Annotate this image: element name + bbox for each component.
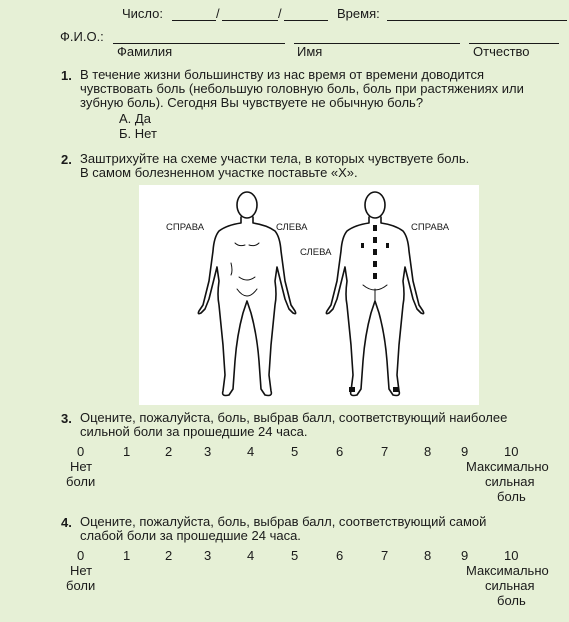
q1-line: чувствовать боль (небольшую головную боль, боль при растяжениях или — [80, 81, 524, 96]
q3-scale-7[interactable]: 7 — [381, 444, 389, 459]
q4-scale-0[interactable]: 0 — [77, 548, 85, 563]
q4-scale-3[interactable]: 3 — [204, 548, 212, 563]
surname-label: Фамилия — [117, 44, 173, 59]
body-diagram[interactable] — [139, 185, 479, 405]
q4-no-pain-label: Нет — [70, 563, 93, 578]
q3-scale-2[interactable]: 2 — [165, 444, 173, 459]
time-label: Время: — [337, 6, 380, 21]
q3-number: 3. — [61, 411, 72, 426]
q4-scale-6[interactable]: 6 — [336, 548, 344, 563]
q3-max-pain-label: боль — [497, 489, 526, 504]
q4-scale-7[interactable]: 7 — [381, 548, 389, 563]
q1-number: 1. — [61, 68, 72, 83]
q2-line: В самом болезненном участке поставьте «Х». — [80, 165, 358, 180]
fio-label: Ф.И.О.: — [60, 29, 104, 44]
q3-scale-10[interactable]: 10 — [504, 444, 519, 459]
q4-max-pain-label: Максимально — [466, 563, 549, 578]
patronymic-label: Отчество — [473, 44, 530, 59]
q4-text — [80, 515, 486, 543]
q1-text — [80, 68, 524, 110]
back-body-figure — [326, 192, 423, 396]
q3-scale-4[interactable]: 4 — [247, 444, 255, 459]
name-label: Имя — [297, 44, 323, 59]
q4-line: слабой боли за прошедшие 24 часа. — [80, 528, 301, 543]
date-day-field[interactable] — [172, 20, 216, 21]
q3-no-pain-label: боли — [66, 474, 96, 489]
q4-scale-9[interactable]: 9 — [461, 548, 469, 563]
q3-scale-5[interactable]: 5 — [291, 444, 299, 459]
q3-scale-6[interactable]: 6 — [336, 444, 344, 459]
q3-scale-9[interactable]: 9 — [461, 444, 469, 459]
back-left-label: СЛЕВА — [300, 247, 332, 258]
q1-line: В течение жизни большинству из нас время от времени доводится — [80, 67, 485, 82]
q1-option-yes[interactable]: А. Да — [119, 111, 151, 126]
q4-no-pain-label: боли — [66, 578, 96, 593]
q4-max-pain-label: сильная — [485, 578, 535, 593]
q3-text — [80, 411, 507, 439]
q2-line: Заштрихуйте на схеме участки тела, в которых чувствуете боль. — [80, 151, 470, 166]
q3-scale-3[interactable]: 3 — [204, 444, 212, 459]
date-separator-2: / — [278, 6, 282, 21]
q4-scale-1[interactable]: 1 — [123, 548, 131, 563]
q3-max-pain-label: Максимально — [466, 459, 549, 474]
front-right-label: СПРАВА — [166, 222, 205, 233]
q1-line: зубную боль). Сегодня Вы чувствуете не обычную боль? — [80, 95, 424, 110]
q3-scale-1[interactable]: 1 — [123, 444, 131, 459]
q3-line: Оцените, пожалуйста, боль, выбрав балл, соответствующий наиболее — [80, 410, 508, 425]
q4-scale-10[interactable]: 10 — [504, 548, 519, 563]
q3-no-pain-label: Нет — [70, 459, 93, 474]
q4-scale-5[interactable]: 5 — [291, 548, 299, 563]
q4-scale-2[interactable]: 2 — [165, 548, 173, 563]
date-separator-1: / — [216, 6, 220, 21]
back-right-label: СПРАВА — [411, 222, 450, 233]
q3-max-pain-label: сильная — [485, 474, 535, 489]
date-year-field[interactable] — [284, 20, 328, 21]
q4-max-pain-label: боль — [497, 593, 526, 608]
q4-number: 4. — [61, 515, 72, 530]
q2-text — [80, 152, 469, 180]
time-field[interactable] — [387, 20, 567, 21]
q4-line: Оцените, пожалуйста, боль, выбрав балл, соответствующий самой — [80, 514, 487, 529]
q3-scale-0[interactable]: 0 — [77, 444, 85, 459]
date-label: Число: — [122, 6, 163, 21]
q1-option-no[interactable]: Б. Нет — [119, 126, 157, 141]
q3-line: сильной боли за прошедшие 24 часа. — [80, 424, 308, 439]
front-left-label: СЛЕВА — [276, 222, 308, 233]
q4-scale-8[interactable]: 8 — [424, 548, 432, 563]
q2-number: 2. — [61, 152, 72, 167]
back-spine-marks — [349, 225, 399, 392]
body-figures — [139, 185, 479, 405]
q4-scale-4[interactable]: 4 — [247, 548, 255, 563]
date-month-field[interactable] — [222, 20, 278, 21]
q3-scale-8[interactable]: 8 — [424, 444, 432, 459]
